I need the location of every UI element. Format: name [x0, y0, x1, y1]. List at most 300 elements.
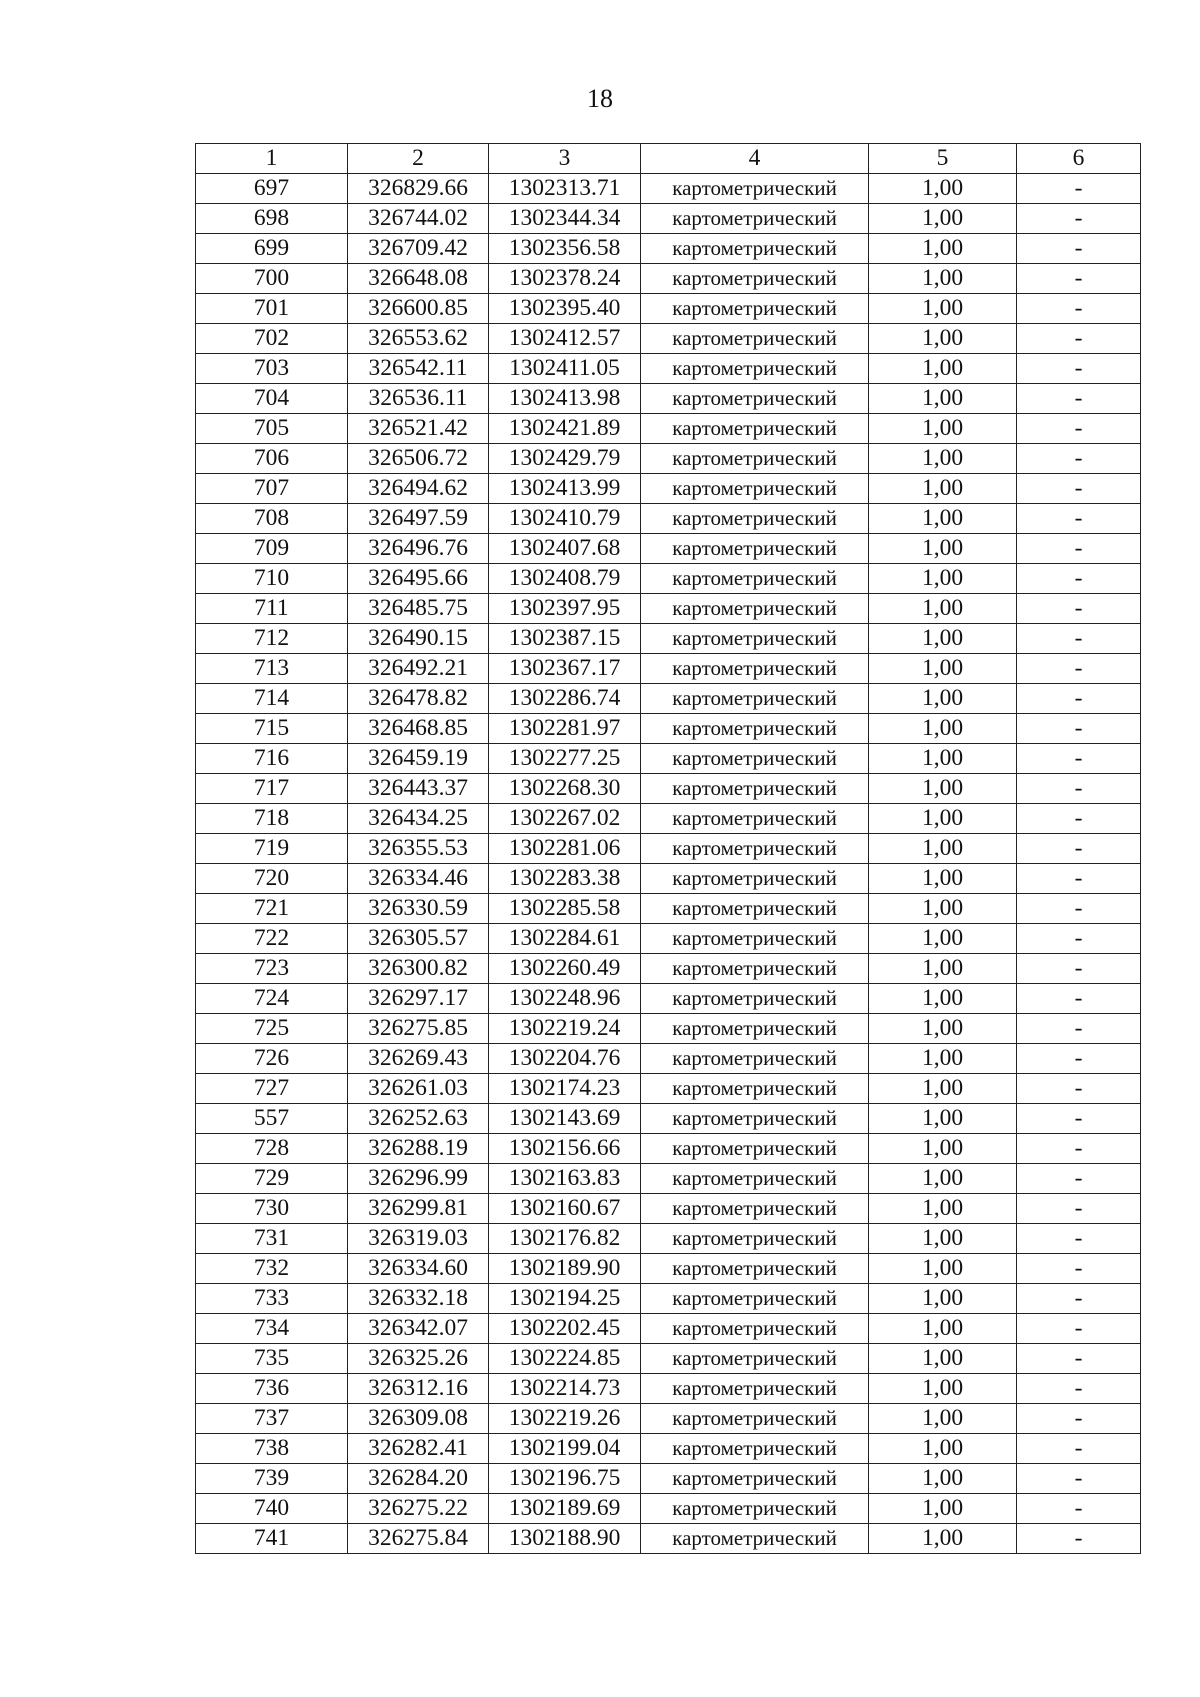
- method-cell: картометрический: [641, 1194, 869, 1224]
- x-coordinate-cell: 326355.53: [348, 834, 489, 864]
- method-cell: картометрический: [641, 654, 869, 684]
- note-cell: -: [1017, 1104, 1141, 1134]
- note-cell: -: [1017, 324, 1141, 354]
- point-number-cell: 739: [196, 1464, 348, 1494]
- accuracy-cell: 1,00: [869, 924, 1017, 954]
- table-row: [196, 1134, 1141, 1164]
- method-cell: картометрический: [641, 324, 869, 354]
- point-number-cell: 703: [196, 354, 348, 384]
- note-cell: -: [1017, 384, 1141, 414]
- accuracy-cell: 1,00: [869, 954, 1017, 984]
- point-number-cell: 724: [196, 984, 348, 1014]
- accuracy-cell: 1,00: [869, 594, 1017, 624]
- point-number-cell: 741: [196, 1524, 348, 1554]
- note-cell: -: [1017, 1044, 1141, 1074]
- point-number-cell: 701: [196, 294, 348, 324]
- y-coordinate-cell: 1302188.90: [489, 1524, 641, 1554]
- point-number-cell: 728: [196, 1134, 348, 1164]
- x-coordinate-cell: 326309.08: [348, 1404, 489, 1434]
- y-coordinate-cell: 1302410.79: [489, 504, 641, 534]
- method-cell: картометрический: [641, 1284, 869, 1314]
- y-coordinate-cell: 1302143.69: [489, 1104, 641, 1134]
- y-coordinate-cell: 1302277.25: [489, 744, 641, 774]
- y-coordinate-cell: 1302281.97: [489, 714, 641, 744]
- header-cell-col-1: 1: [196, 144, 348, 174]
- table-row: [196, 174, 1141, 204]
- point-number-cell: 710: [196, 564, 348, 594]
- y-coordinate-cell: 1302407.68: [489, 534, 641, 564]
- table-row: [196, 924, 1141, 954]
- header-cell-col-3: 3: [489, 144, 641, 174]
- table-row: [196, 354, 1141, 384]
- y-coordinate-cell: 1302174.23: [489, 1074, 641, 1104]
- point-number-cell: 698: [196, 204, 348, 234]
- note-cell: -: [1017, 1464, 1141, 1494]
- y-coordinate-cell: 1302408.79: [489, 564, 641, 594]
- y-coordinate-cell: 1302378.24: [489, 264, 641, 294]
- table-row: [196, 1344, 1141, 1374]
- y-coordinate-cell: 1302387.15: [489, 624, 641, 654]
- point-number-cell: 699: [196, 234, 348, 264]
- accuracy-cell: 1,00: [869, 1314, 1017, 1344]
- note-cell: -: [1017, 1134, 1141, 1164]
- y-coordinate-cell: 1302281.06: [489, 834, 641, 864]
- point-number-cell: 736: [196, 1374, 348, 1404]
- table-row: [196, 624, 1141, 654]
- header-cell-col-2: 2: [348, 144, 489, 174]
- y-coordinate-cell: 1302413.99: [489, 474, 641, 504]
- table-row: [196, 1044, 1141, 1074]
- note-cell: -: [1017, 504, 1141, 534]
- y-coordinate-cell: 1302313.71: [489, 174, 641, 204]
- table-row: [196, 1224, 1141, 1254]
- y-coordinate-cell: 1302367.17: [489, 654, 641, 684]
- header-cell-col-4: 4: [641, 144, 869, 174]
- point-number-cell: 738: [196, 1434, 348, 1464]
- note-cell: -: [1017, 834, 1141, 864]
- method-cell: картометрический: [641, 384, 869, 414]
- table-row: [196, 444, 1141, 474]
- point-number-cell: 718: [196, 804, 348, 834]
- accuracy-cell: 1,00: [869, 1464, 1017, 1494]
- point-number-cell: 700: [196, 264, 348, 294]
- accuracy-cell: 1,00: [869, 804, 1017, 834]
- accuracy-cell: 1,00: [869, 504, 1017, 534]
- point-number-cell: 557: [196, 1104, 348, 1134]
- table-row: [196, 1014, 1141, 1044]
- x-coordinate-cell: 326521.42: [348, 414, 489, 444]
- note-cell: -: [1017, 1164, 1141, 1194]
- x-coordinate-cell: 326648.08: [348, 264, 489, 294]
- accuracy-cell: 1,00: [869, 414, 1017, 444]
- accuracy-cell: 1,00: [869, 474, 1017, 504]
- accuracy-cell: 1,00: [869, 1284, 1017, 1314]
- point-number-cell: 733: [196, 1284, 348, 1314]
- page-number: 18: [587, 84, 613, 113]
- accuracy-cell: 1,00: [869, 444, 1017, 474]
- accuracy-cell: 1,00: [869, 1044, 1017, 1074]
- table-row: [196, 1404, 1141, 1434]
- method-cell: картометрический: [641, 204, 869, 234]
- point-number-cell: 719: [196, 834, 348, 864]
- x-coordinate-cell: 326506.72: [348, 444, 489, 474]
- accuracy-cell: 1,00: [869, 264, 1017, 294]
- method-cell: картометрический: [641, 624, 869, 654]
- method-cell: картометрический: [641, 744, 869, 774]
- point-number-cell: 715: [196, 714, 348, 744]
- note-cell: -: [1017, 444, 1141, 474]
- x-coordinate-cell: 326297.17: [348, 984, 489, 1014]
- note-cell: -: [1017, 264, 1141, 294]
- method-cell: картометрический: [641, 1044, 869, 1074]
- note-cell: -: [1017, 414, 1141, 444]
- table-row: [196, 1434, 1141, 1464]
- table-row: [196, 1524, 1141, 1554]
- y-coordinate-cell: 1302286.74: [489, 684, 641, 714]
- x-coordinate-cell: 326275.22: [348, 1494, 489, 1524]
- x-coordinate-cell: 326334.46: [348, 864, 489, 894]
- accuracy-cell: 1,00: [869, 654, 1017, 684]
- table-row: [196, 1494, 1141, 1524]
- method-cell: картометрический: [641, 1374, 869, 1404]
- y-coordinate-cell: 1302397.95: [489, 594, 641, 624]
- method-cell: картометрический: [641, 354, 869, 384]
- accuracy-cell: 1,00: [869, 744, 1017, 774]
- point-number-cell: 731: [196, 1224, 348, 1254]
- table-body: [196, 174, 1141, 1554]
- table-row: [196, 594, 1141, 624]
- method-cell: картометрический: [641, 1314, 869, 1344]
- x-coordinate-cell: 326325.26: [348, 1344, 489, 1374]
- table-row: [196, 1314, 1141, 1344]
- note-cell: -: [1017, 894, 1141, 924]
- point-number-cell: 705: [196, 414, 348, 444]
- note-cell: -: [1017, 924, 1141, 954]
- accuracy-cell: 1,00: [869, 1404, 1017, 1434]
- accuracy-cell: 1,00: [869, 384, 1017, 414]
- accuracy-cell: 1,00: [869, 1254, 1017, 1284]
- point-number-cell: 720: [196, 864, 348, 894]
- y-coordinate-cell: 1302413.98: [489, 384, 641, 414]
- method-cell: картометрический: [641, 1464, 869, 1494]
- method-cell: картометрический: [641, 414, 869, 444]
- table-row: [196, 1194, 1141, 1224]
- method-cell: картометрический: [641, 894, 869, 924]
- accuracy-cell: 1,00: [869, 1074, 1017, 1104]
- point-number-cell: 708: [196, 504, 348, 534]
- table-row: [196, 264, 1141, 294]
- x-coordinate-cell: 326282.41: [348, 1434, 489, 1464]
- accuracy-cell: 1,00: [869, 204, 1017, 234]
- y-coordinate-cell: 1302284.61: [489, 924, 641, 954]
- header-cell-col-5: 5: [869, 144, 1017, 174]
- y-coordinate-cell: 1302268.30: [489, 774, 641, 804]
- accuracy-cell: 1,00: [869, 714, 1017, 744]
- accuracy-cell: 1,00: [869, 234, 1017, 264]
- y-coordinate-cell: 1302248.96: [489, 984, 641, 1014]
- note-cell: -: [1017, 1224, 1141, 1254]
- x-coordinate-cell: 326319.03: [348, 1224, 489, 1254]
- note-cell: -: [1017, 774, 1141, 804]
- note-cell: -: [1017, 1254, 1141, 1284]
- point-number-cell: 709: [196, 534, 348, 564]
- x-coordinate-cell: 326553.62: [348, 324, 489, 354]
- accuracy-cell: 1,00: [869, 1014, 1017, 1044]
- table-row: [196, 1164, 1141, 1194]
- x-coordinate-cell: 326296.99: [348, 1164, 489, 1194]
- table-row: [196, 204, 1141, 234]
- table-row: [196, 894, 1141, 924]
- y-coordinate-cell: 1302204.76: [489, 1044, 641, 1074]
- method-cell: картометрический: [641, 714, 869, 744]
- method-cell: картометрический: [641, 234, 869, 264]
- accuracy-cell: 1,00: [869, 894, 1017, 924]
- point-number-cell: 721: [196, 894, 348, 924]
- x-coordinate-cell: 326300.82: [348, 954, 489, 984]
- y-coordinate-cell: 1302429.79: [489, 444, 641, 474]
- header-row: [196, 144, 1141, 174]
- note-cell: -: [1017, 474, 1141, 504]
- method-cell: картометрический: [641, 1494, 869, 1524]
- table-row: [196, 474, 1141, 504]
- x-coordinate-cell: 326284.20: [348, 1464, 489, 1494]
- note-cell: -: [1017, 564, 1141, 594]
- note-cell: -: [1017, 354, 1141, 384]
- point-number-cell: 726: [196, 1044, 348, 1074]
- method-cell: картометрический: [641, 864, 869, 894]
- accuracy-cell: 1,00: [869, 864, 1017, 894]
- x-coordinate-cell: 326495.66: [348, 564, 489, 594]
- point-number-cell: 697: [196, 174, 348, 204]
- x-coordinate-cell: 326490.15: [348, 624, 489, 654]
- accuracy-cell: 1,00: [869, 1344, 1017, 1374]
- note-cell: -: [1017, 684, 1141, 714]
- note-cell: -: [1017, 534, 1141, 564]
- x-coordinate-cell: 326312.16: [348, 1374, 489, 1404]
- point-number-cell: 723: [196, 954, 348, 984]
- x-coordinate-cell: 326288.19: [348, 1134, 489, 1164]
- y-coordinate-cell: 1302283.38: [489, 864, 641, 894]
- table-row: [196, 564, 1141, 594]
- x-coordinate-cell: 326305.57: [348, 924, 489, 954]
- x-coordinate-cell: 326434.25: [348, 804, 489, 834]
- y-coordinate-cell: 1302189.90: [489, 1254, 641, 1284]
- method-cell: картометрический: [641, 1434, 869, 1464]
- method-cell: картометрический: [641, 834, 869, 864]
- table-row: [196, 954, 1141, 984]
- x-coordinate-cell: 326744.02: [348, 204, 489, 234]
- note-cell: -: [1017, 1524, 1141, 1554]
- method-cell: картометрический: [641, 1104, 869, 1134]
- method-cell: картометрический: [641, 1254, 869, 1284]
- y-coordinate-cell: 1302160.67: [489, 1194, 641, 1224]
- y-coordinate-cell: 1302421.89: [489, 414, 641, 444]
- point-number-cell: 714: [196, 684, 348, 714]
- method-cell: картометрический: [641, 504, 869, 534]
- y-coordinate-cell: 1302285.58: [489, 894, 641, 924]
- accuracy-cell: 1,00: [869, 1374, 1017, 1404]
- accuracy-cell: 1,00: [869, 684, 1017, 714]
- note-cell: -: [1017, 624, 1141, 654]
- note-cell: -: [1017, 864, 1141, 894]
- method-cell: картометрический: [641, 1224, 869, 1254]
- note-cell: -: [1017, 1014, 1141, 1044]
- x-coordinate-cell: 326342.07: [348, 1314, 489, 1344]
- point-number-cell: 717: [196, 774, 348, 804]
- point-number-cell: 734: [196, 1314, 348, 1344]
- note-cell: -: [1017, 294, 1141, 324]
- table-row: [196, 384, 1141, 414]
- point-number-cell: 711: [196, 594, 348, 624]
- table-row: [196, 1284, 1141, 1314]
- method-cell: картометрический: [641, 684, 869, 714]
- table-row: [196, 1254, 1141, 1284]
- note-cell: -: [1017, 1374, 1141, 1404]
- table-row: [196, 504, 1141, 534]
- method-cell: картометрический: [641, 804, 869, 834]
- note-cell: -: [1017, 1074, 1141, 1104]
- x-coordinate-cell: 326496.76: [348, 534, 489, 564]
- point-number-cell: 707: [196, 474, 348, 504]
- y-coordinate-cell: 1302344.34: [489, 204, 641, 234]
- y-coordinate-cell: 1302411.05: [489, 354, 641, 384]
- method-cell: картометрический: [641, 534, 869, 564]
- header-cell-col-6: 6: [1017, 144, 1141, 174]
- point-number-cell: 725: [196, 1014, 348, 1044]
- point-number-cell: 729: [196, 1164, 348, 1194]
- point-number-cell: 730: [196, 1194, 348, 1224]
- note-cell: -: [1017, 1494, 1141, 1524]
- accuracy-cell: 1,00: [869, 1194, 1017, 1224]
- note-cell: -: [1017, 744, 1141, 774]
- y-coordinate-cell: 1302219.26: [489, 1404, 641, 1434]
- method-cell: картометрический: [641, 1134, 869, 1164]
- table-row: [196, 534, 1141, 564]
- note-cell: -: [1017, 1314, 1141, 1344]
- note-cell: -: [1017, 234, 1141, 264]
- accuracy-cell: 1,00: [869, 1434, 1017, 1464]
- method-cell: картометрический: [641, 1344, 869, 1374]
- accuracy-cell: 1,00: [869, 1134, 1017, 1164]
- note-cell: -: [1017, 714, 1141, 744]
- method-cell: картометрический: [641, 1404, 869, 1434]
- accuracy-cell: 1,00: [869, 564, 1017, 594]
- method-cell: картометрический: [641, 1074, 869, 1104]
- x-coordinate-cell: 326275.85: [348, 1014, 489, 1044]
- method-cell: картометрический: [641, 984, 869, 1014]
- method-cell: картометрический: [641, 264, 869, 294]
- y-coordinate-cell: 1302395.40: [489, 294, 641, 324]
- point-number-cell: 706: [196, 444, 348, 474]
- note-cell: -: [1017, 1404, 1141, 1434]
- accuracy-cell: 1,00: [869, 834, 1017, 864]
- note-cell: -: [1017, 804, 1141, 834]
- accuracy-cell: 1,00: [869, 534, 1017, 564]
- table-row: [196, 864, 1141, 894]
- note-cell: -: [1017, 1344, 1141, 1374]
- x-coordinate-cell: 326261.03: [348, 1074, 489, 1104]
- y-coordinate-cell: 1302189.69: [489, 1494, 641, 1524]
- method-cell: картометрический: [641, 294, 869, 324]
- x-coordinate-cell: 326600.85: [348, 294, 489, 324]
- y-coordinate-cell: 1302196.75: [489, 1464, 641, 1494]
- point-number-cell: 722: [196, 924, 348, 954]
- x-coordinate-cell: 326334.60: [348, 1254, 489, 1284]
- table-row: [196, 1104, 1141, 1134]
- method-cell: картометрический: [641, 174, 869, 204]
- table-row: [196, 324, 1141, 354]
- method-cell: картометрический: [641, 1524, 869, 1554]
- method-cell: картометрический: [641, 924, 869, 954]
- accuracy-cell: 1,00: [869, 1164, 1017, 1194]
- x-coordinate-cell: 326252.63: [348, 1104, 489, 1134]
- x-coordinate-cell: 326443.37: [348, 774, 489, 804]
- x-coordinate-cell: 326459.19: [348, 744, 489, 774]
- y-coordinate-cell: 1302194.25: [489, 1284, 641, 1314]
- note-cell: -: [1017, 984, 1141, 1014]
- x-coordinate-cell: 326494.62: [348, 474, 489, 504]
- accuracy-cell: 1,00: [869, 1224, 1017, 1254]
- y-coordinate-cell: 1302412.57: [489, 324, 641, 354]
- point-number-cell: 704: [196, 384, 348, 414]
- accuracy-cell: 1,00: [869, 1104, 1017, 1134]
- table-row: [196, 684, 1141, 714]
- x-coordinate-cell: 326330.59: [348, 894, 489, 924]
- x-coordinate-cell: 326485.75: [348, 594, 489, 624]
- table-row: [196, 744, 1141, 774]
- table-row: [196, 774, 1141, 804]
- accuracy-cell: 1,00: [869, 624, 1017, 654]
- accuracy-cell: 1,00: [869, 354, 1017, 384]
- method-cell: картометрический: [641, 594, 869, 624]
- accuracy-cell: 1,00: [869, 294, 1017, 324]
- point-number-cell: 732: [196, 1254, 348, 1284]
- point-number-cell: 737: [196, 1404, 348, 1434]
- note-cell: -: [1017, 1284, 1141, 1314]
- note-cell: -: [1017, 654, 1141, 684]
- table-row: [196, 654, 1141, 684]
- x-coordinate-cell: 326275.84: [348, 1524, 489, 1554]
- table-row: [196, 414, 1141, 444]
- method-cell: картометрический: [641, 564, 869, 594]
- y-coordinate-cell: 1302267.02: [489, 804, 641, 834]
- note-cell: -: [1017, 1194, 1141, 1224]
- accuracy-cell: 1,00: [869, 1494, 1017, 1524]
- table-row: [196, 834, 1141, 864]
- method-cell: картометрический: [641, 1164, 869, 1194]
- y-coordinate-cell: 1302260.49: [489, 954, 641, 984]
- table-row: [196, 804, 1141, 834]
- x-coordinate-cell: 326478.82: [348, 684, 489, 714]
- method-cell: картометрический: [641, 474, 869, 504]
- point-number-cell: 716: [196, 744, 348, 774]
- x-coordinate-cell: 326269.43: [348, 1044, 489, 1074]
- table-row: [196, 1464, 1141, 1494]
- accuracy-cell: 1,00: [869, 324, 1017, 354]
- x-coordinate-cell: 326497.59: [348, 504, 489, 534]
- x-coordinate-cell: 326542.11: [348, 354, 489, 384]
- method-cell: картометрический: [641, 1014, 869, 1044]
- table-row: [196, 984, 1141, 1014]
- note-cell: -: [1017, 204, 1141, 234]
- note-cell: -: [1017, 594, 1141, 624]
- accuracy-cell: 1,00: [869, 984, 1017, 1014]
- y-coordinate-cell: 1302214.73: [489, 1374, 641, 1404]
- note-cell: -: [1017, 174, 1141, 204]
- y-coordinate-cell: 1302356.58: [489, 234, 641, 264]
- table-header: [196, 144, 1141, 174]
- method-cell: картометрический: [641, 774, 869, 804]
